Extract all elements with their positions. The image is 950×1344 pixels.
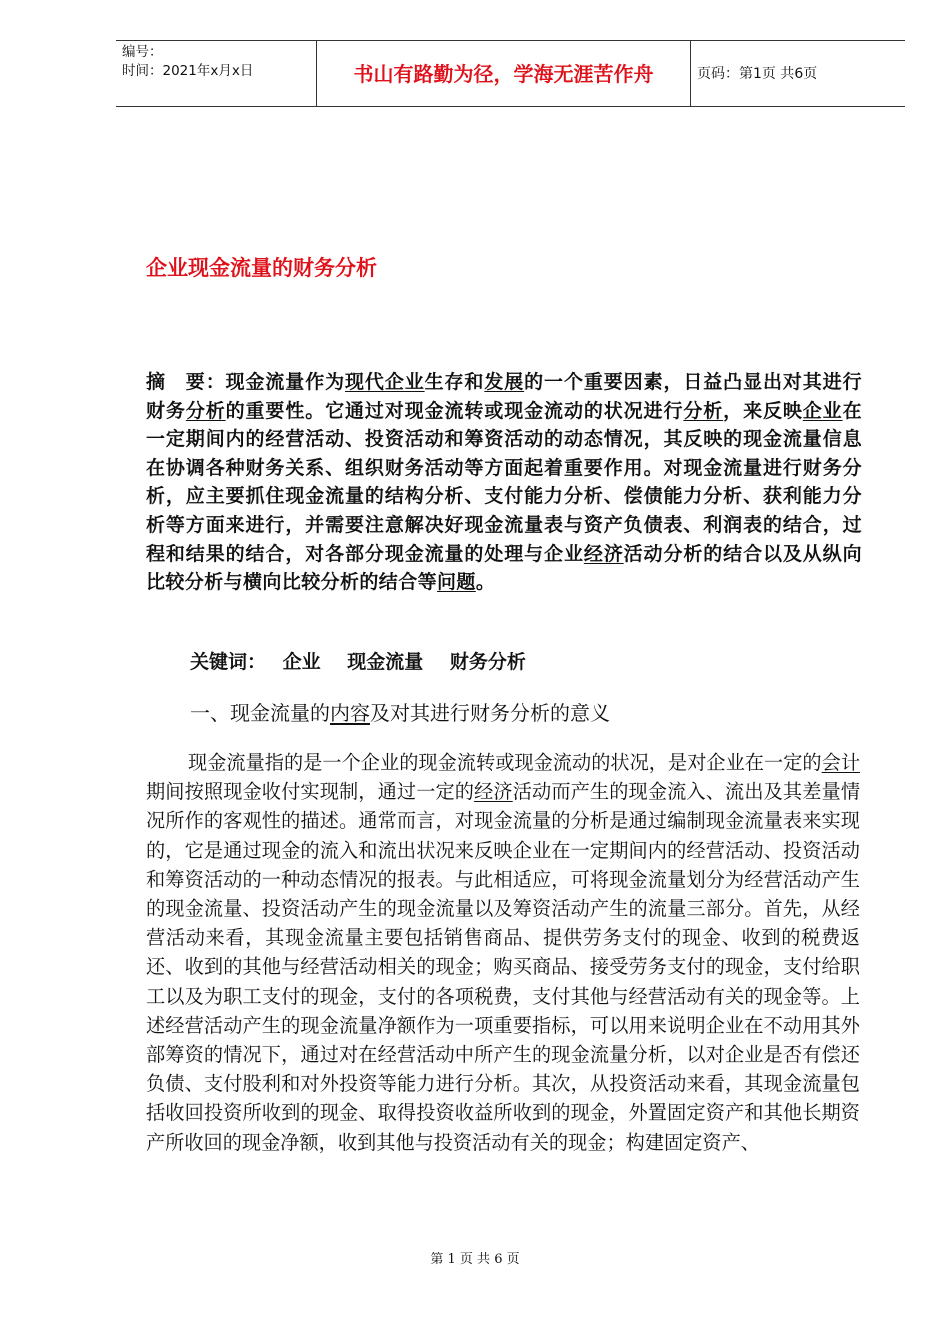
text-run: 在一定期间内的经营活动、投资活动和筹资活动的动态情况，其反映的现金流量信息在协调各种财务关系、组织财务活动等方面起着重要作用。对现金流量进行财务分析，应主要抓住现金流量的结构分析、支付能力分析、偿债能力分析、获利能力分析等方面来进行，并需要注意解决好现金流量表与资产负债表、利润表的结合，过程和结果的结合，对各部分现金流量的处理与企业 bbox=[146, 399, 862, 565]
keywords-line bbox=[190, 647, 536, 674]
text-run: 生存和 bbox=[424, 371, 485, 393]
serial-number-label: 编号： bbox=[122, 44, 163, 60]
underlined-term: 分析 bbox=[185, 399, 226, 422]
text-run: 及对其进行财务分析的意义 bbox=[370, 701, 610, 725]
text-run: 活动而产生的现金流入、流出及其差量情况所作的客观性的描述。通常而言，对现金流量的分析是通过编制现金流量表来实现的，它是通过现金的流入和流出状况来反映企业在一定期间内的经营活动、投资活动和筹资活动的一种动态情况的报表。与此相适应，可将现金流量划分为经营活动产生的现金流量、投资活动产生的现金流量以及筹资活动产生的流量三部分。首先，从经营活动来看，其现金流量主要包括销售商品、提供劳务支付的现金、收到的税费返还、收到的其他与经营活动相关的现金；购买商品、接受劳务支付的现金，支付给职工以及为职工支付的现金，支付的各项税费，支付其他与经营活动有关的现金等。上述经营活动产生的现金流量净额作为一项重要指标，可以用来说明企业在不动用其外部筹资的情况下，通过对在经营活动中所产生的现金流量分析，以对企业是否有偿还负债、支付股利和对外投资等能力进行分析。其次，从投资活动来看，其现金流量包括收回投资所收到的现金、取得投资收益所收到的现金，外置固定资产和其他长期资产所收回的现金净额，收到其他与投资活动有关的现金；构建固定资产、 bbox=[146, 780, 861, 1154]
text-run: 一、现金流量的 bbox=[190, 701, 330, 725]
underlined-term: 企业 bbox=[802, 399, 843, 422]
text-run: 期间按照现金收付实现制，通过一定的 bbox=[146, 780, 475, 804]
page-footer: 第 1 页 共 6 页 bbox=[430, 1252, 520, 1267]
underlined-term: 内容 bbox=[330, 701, 370, 725]
underlined-term: 经济 bbox=[583, 542, 624, 565]
header-motto: 书山有路勤为径，学海无涯苦作舟 bbox=[353, 62, 654, 86]
header-bottom-rule bbox=[116, 106, 905, 107]
underlined-term: 经济 bbox=[474, 780, 513, 804]
text-run: 的重要性。它通过对现金流转或现金流动的状况进行 bbox=[225, 399, 684, 422]
text-run: 摘 要：现金流量作为 bbox=[146, 371, 346, 393]
keywords-label: 关键词： bbox=[190, 651, 267, 673]
underlined-term: 发展 bbox=[484, 371, 525, 393]
text-run: 活动分析的结合以及从纵向比较分析与横向比较分析的结合等 bbox=[146, 542, 862, 594]
underlined-term: 现代企业 bbox=[345, 371, 425, 393]
keyword: 现金流量 bbox=[347, 651, 424, 673]
underlined-term: 问题 bbox=[437, 571, 476, 594]
text-run: 。 bbox=[475, 571, 496, 594]
body-paragraph bbox=[146, 748, 860, 1157]
underlined-term: 会计 bbox=[821, 751, 861, 774]
text-run: 现金流量指的是一个企业的现金流转或现金流动的状况，是对企业在一定的 bbox=[188, 751, 822, 774]
keyword: 企业 bbox=[282, 651, 321, 673]
keyword: 财务分析 bbox=[449, 651, 526, 673]
header-page-info: 页码：第1页 共6页 bbox=[697, 66, 818, 82]
text-run: 的一个重要因素，日益凸显出对其进行财务 bbox=[146, 371, 862, 422]
abstract-paragraph bbox=[146, 368, 862, 597]
header-divider-left bbox=[316, 40, 317, 107]
underlined-term: 分析 bbox=[683, 399, 724, 422]
document-title: 企业现金流量的财务分析 bbox=[146, 256, 377, 280]
header-divider-right bbox=[690, 40, 691, 107]
section-heading bbox=[190, 697, 610, 726]
text-run: ，来反映 bbox=[723, 399, 803, 422]
time-label: 时间：2021年x月x日 bbox=[122, 63, 254, 79]
header-meta bbox=[122, 43, 253, 81]
header-top-rule bbox=[116, 40, 905, 41]
